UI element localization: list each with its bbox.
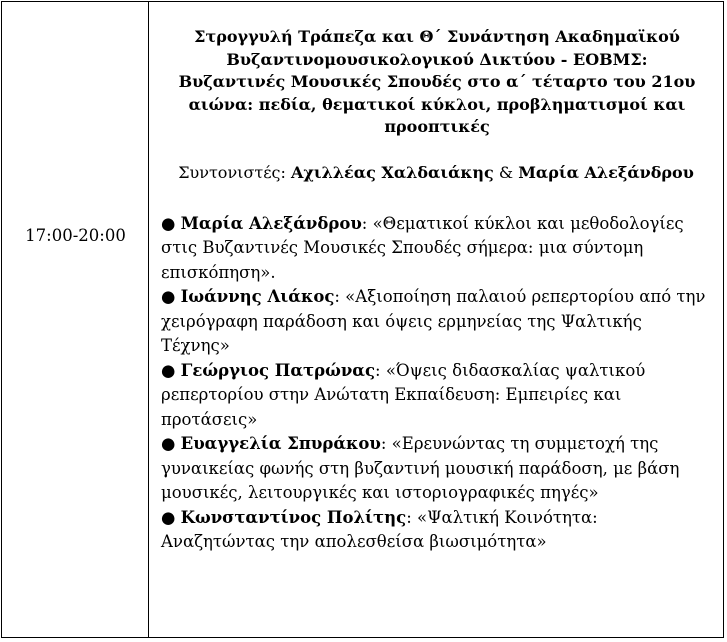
bullet-icon: ● bbox=[161, 434, 181, 453]
talk-item bbox=[161, 212, 715, 286]
talk-item bbox=[161, 285, 715, 359]
bullet-icon: ● bbox=[161, 213, 181, 233]
title-line: Βυζαντινομουσικολογικού Δικτύου - ΕΟΒΜΣ: bbox=[226, 49, 648, 69]
coordinator-name: Αχιλλέας Χαλδαιάκης bbox=[290, 162, 494, 182]
talk-title: : «Αξιοποίηση παλαιού ρεπερτορίου από την χειρόγραφη παράδοση και όψεις ερμηνείας της Ψαλτικής Τέχνης» bbox=[161, 287, 706, 355]
session-time: 17:00-20:00 bbox=[25, 226, 126, 245]
talk-title: : «Όψεις διδασκαλίας ψαλτικού ρεπερτορίου στην Ανώτατη Εκπαίδευση: Εμπειρίες και προτάσεις» bbox=[161, 360, 646, 429]
session-title bbox=[159, 26, 715, 139]
talk-title: : «Θεματικοί κύκλοι και μεθοδολογίες στις Βυζαντινές Μουσικές Σπουδές σήμερα: μια σύντομη επισκόπηση». bbox=[161, 213, 684, 282]
title-line: προοπτικές bbox=[384, 117, 490, 136]
talk-speaker: Ευαγγελία Σπυράκου bbox=[180, 434, 381, 453]
coordinators bbox=[149, 162, 723, 184]
title-line: Στρογγυλή Τράπεζα και Θ΄ Συνάντηση Ακαδημαϊκού bbox=[194, 27, 680, 46]
title-line: αιώνα: πεδία, θεματικοί κύκλοι, προβληματισμοί και bbox=[188, 94, 686, 114]
talk-list bbox=[161, 212, 715, 555]
title-line: Βυζαντινές Μουσικές Σπουδές στο α΄ τέταρτο του 21ου bbox=[178, 72, 696, 91]
bullet-icon: ● bbox=[161, 360, 181, 380]
bullet-icon: ● bbox=[161, 507, 181, 527]
talk-item bbox=[161, 432, 715, 506]
talk-item bbox=[161, 359, 715, 433]
bullet-icon: ● bbox=[161, 287, 181, 306]
coordinators-label: Συντονιστές: bbox=[178, 162, 291, 182]
session-details-cell bbox=[149, 2, 723, 637]
talk-speaker: Μαρία Αλεξάνδρου bbox=[180, 213, 362, 233]
talk-item bbox=[161, 506, 715, 555]
coordinators-joiner: & bbox=[493, 162, 519, 182]
program-table bbox=[1, 1, 724, 638]
coordinator-name: Μαρία Αλεξάνδρου bbox=[518, 162, 694, 182]
time-cell bbox=[2, 2, 149, 637]
talk-speaker: Κωνσταντίνος Πολίτης bbox=[180, 507, 407, 527]
talk-speaker: Γεώργιος Πατρώνας bbox=[180, 360, 376, 380]
talk-title: : «Ερευνώντας τη συμμετοχή της γυναικείας φωνής στη βυζαντινή μουσική παράδοση, με βάση μουσικές, λειτουργικές και ιστοριογραφικές πηγές» bbox=[161, 434, 680, 502]
talk-title: : «Ψαλτική Κοινότητα: Αναζητώντας την απολεσθείσα βιωσιμότητα» bbox=[161, 507, 598, 551]
talk-speaker: Ιωάννης Λιάκος bbox=[180, 287, 335, 306]
